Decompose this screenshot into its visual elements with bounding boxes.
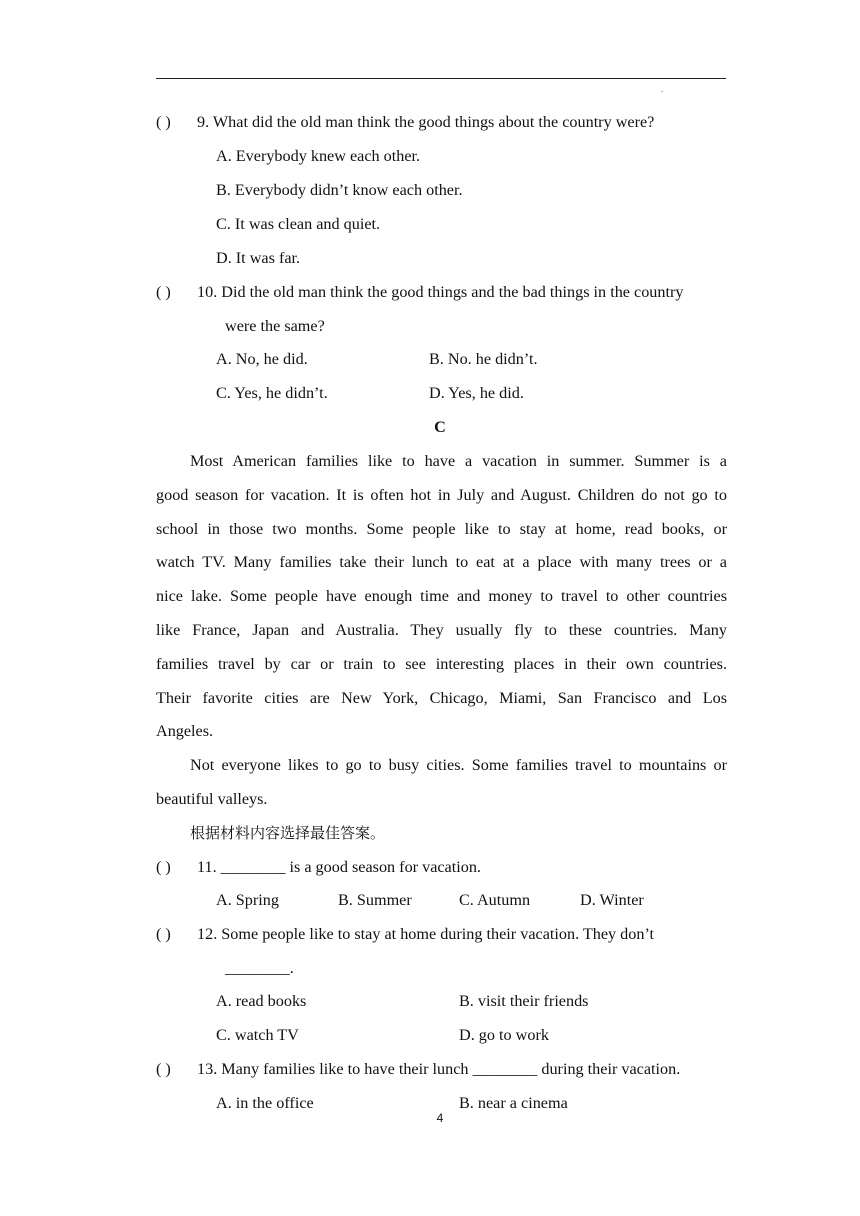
- answer-blank-q13[interactable]: ( ): [156, 1060, 171, 1078]
- question-12-stem: 12. Some people like to stay at home during their vacation. They don’t: [197, 925, 655, 943]
- passage-line: like France, Japan and Australia. They usually fly to these countries. Many: [156, 621, 727, 639]
- page-number: 4: [436, 1111, 444, 1125]
- header-mark: .: [661, 84, 664, 94]
- answer-blank-q11[interactable]: ( ): [156, 858, 171, 876]
- passage-line-last: Angeles.: [156, 722, 214, 740]
- q9-option-d: D. It was far.: [216, 249, 301, 267]
- question-13-stem: 13. Many families like to have their lunch ________ during their vacation.: [197, 1060, 681, 1078]
- q12-option-d: D. go to work: [459, 1026, 549, 1044]
- q10-option-b: B. No. he didn’t.: [429, 350, 538, 368]
- passage-line: watch TV. Many families take their lunch to eat at a place with many trees or a: [156, 553, 727, 571]
- passage-line: Their favorite cities are New York, Chicago, Miami, San Francisco and Los: [156, 689, 727, 707]
- passage-line: school in those two months. Some people like to stay at home, read books, or: [156, 520, 727, 538]
- passage-line: Not everyone likes to go to busy cities. Some families travel to mountains or: [190, 756, 727, 774]
- question-11-stem: 11. ________ is a good season for vacation.: [197, 858, 481, 876]
- passage-line-last: beautiful valleys.: [156, 790, 268, 808]
- instruction: 根据材料内容选择最佳答案。: [190, 824, 386, 842]
- q11-option-a: A. Spring: [216, 891, 279, 909]
- header-rule: [156, 78, 726, 79]
- answer-blank-q9[interactable]: ( ): [156, 113, 171, 131]
- q10-option-a: A. No, he did.: [216, 350, 308, 368]
- q9-option-c: C. It was clean and quiet.: [216, 215, 381, 233]
- q9-option-b: B. Everybody didn’t know each other.: [216, 181, 463, 199]
- q11-option-d: D. Winter: [580, 891, 644, 909]
- q9-option-a: A. Everybody knew each other.: [216, 147, 421, 165]
- question-10-stem-cont: were the same?: [225, 317, 325, 335]
- passage-line: nice lake. Some people have enough time and money to travel to other countries: [156, 587, 727, 605]
- q11-option-c: C. Autumn: [459, 891, 531, 909]
- q13-option-b: B. near a cinema: [459, 1094, 568, 1112]
- passage-line: Most American families like to have a vacation in summer. Summer is a: [190, 452, 727, 470]
- q10-option-d: D. Yes, he did.: [429, 384, 524, 402]
- section-heading: C: [434, 418, 446, 436]
- q11-option-b: B. Summer: [338, 891, 412, 909]
- passage-line: good season for vacation. It is often hot in July and August. Children do not go to: [156, 486, 727, 504]
- question-12-stem-cont: ________.: [225, 959, 294, 977]
- q13-option-a: A. in the office: [216, 1094, 314, 1112]
- passage-line: families travel by car or train to see interesting places in their own countries.: [156, 655, 727, 673]
- q12-option-c: C. watch TV: [216, 1026, 299, 1044]
- q12-option-b: B. visit their friends: [459, 992, 589, 1010]
- question-9-stem: 9. What did the old man think the good things about the country were?: [197, 113, 655, 131]
- answer-blank-q12[interactable]: ( ): [156, 925, 171, 943]
- q10-option-c: C. Yes, he didn’t.: [216, 384, 328, 402]
- answer-blank-q10[interactable]: ( ): [156, 283, 171, 301]
- q12-option-a: A. read books: [216, 992, 307, 1010]
- question-10-stem: 10. Did the old man think the good things and the bad things in the country: [197, 283, 684, 301]
